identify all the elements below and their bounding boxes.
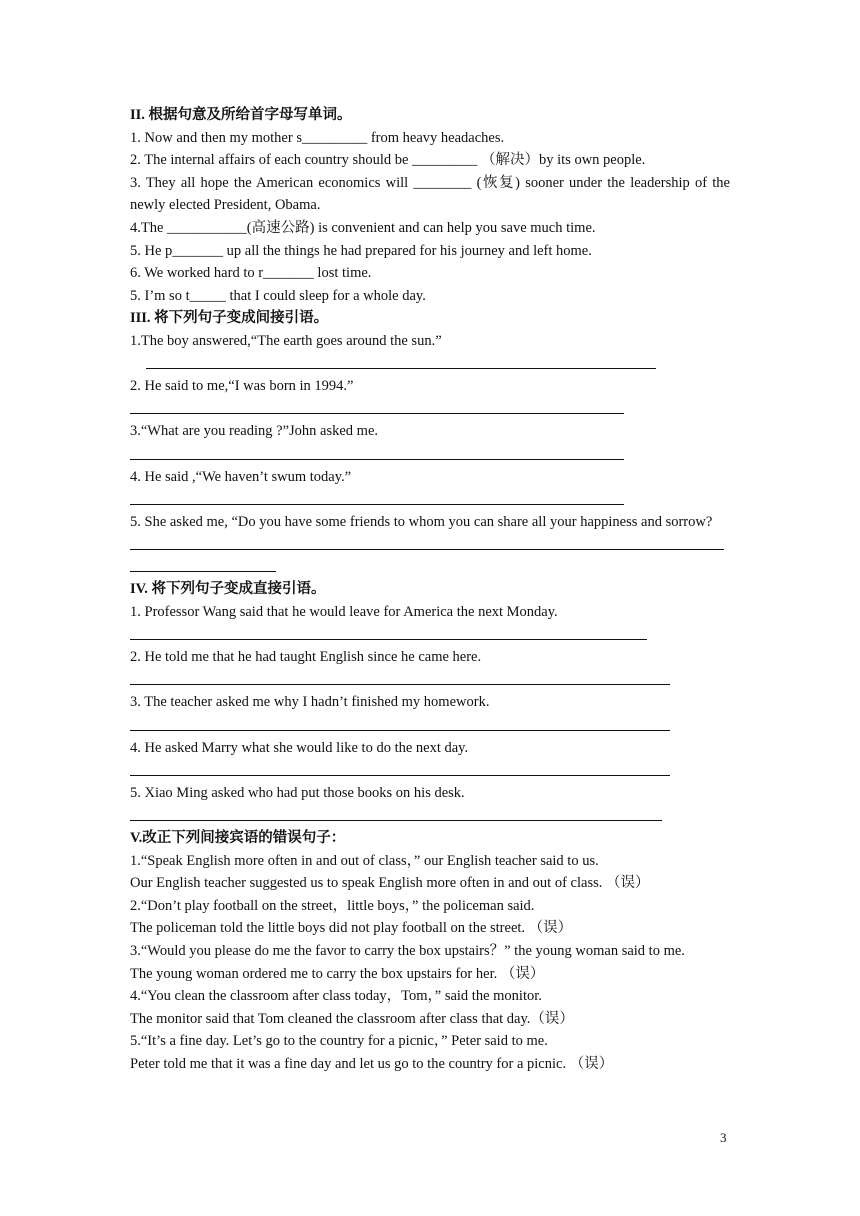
exercise-item: 5. She asked me, “Do you have some friends to whom you can share all your happiness and sorrow? [130, 513, 713, 530]
exercise-item: 1. Now and then my mother s_________ from heavy headaches. [130, 129, 505, 146]
section-heading-v: V.改正下列间接宾语的错误句子： [130, 830, 346, 846]
section-heading-iv: IV. 将下列句子变成直接引语。 [130, 581, 326, 598]
exercise-item: 1.The boy answered,“The earth goes around the sun.” [130, 332, 442, 349]
answer-line[interactable] [130, 443, 730, 466]
answer-line[interactable] [130, 714, 730, 737]
section-heading-ii: II. 根据句意及所给首字母写单词。 [130, 107, 352, 123]
exercise-item: 1.“Speak English more often in and out of class，” our English teacher said to us. [130, 852, 599, 869]
exercise-item: 6. We worked hard to r_______ lost time. [130, 265, 372, 282]
answer-line[interactable] [130, 488, 730, 511]
answer-line[interactable] [130, 759, 730, 782]
answer-line[interactable] [130, 804, 730, 827]
exercise-item: The young woman ordered me to carry the box upstairs for her. （误） [130, 965, 545, 982]
exercise-item: 2.“Don’t play football on the street，little boys，” the policeman said. [130, 897, 535, 914]
exercise-item: 5. He p_______ up all the things he had prepared for his journey and left home. [130, 242, 592, 259]
answer-line[interactable] [130, 556, 730, 579]
exercise-item: 4.The ___________(高速公路) is convenient and can help you save much time. [130, 219, 596, 236]
worksheet-page [130, 104, 730, 1076]
answer-line[interactable] [130, 398, 730, 421]
exercise-item: 3.“Would you please do me the favor to carry the box upstairs？” the young woman said to me. [130, 942, 685, 959]
exercise-item: 4.“You clean the classroom after class today，Tom，” said the monitor. [130, 988, 542, 1005]
exercise-item: 2. The internal affairs of each country should be _________ （解决）by its own people. [130, 152, 646, 169]
exercise-item: 4. He asked Marry what she would like to do the next day. [130, 739, 469, 756]
exercise-item: 5.“It’s a fine day. Let’s go to the country for a picnic，” Peter said to me. [130, 1033, 548, 1050]
exercise-item: Peter told me that it was a fine day and let us go to the country for a picnic. （误） [130, 1055, 614, 1072]
exercise-item: 5. I’m so t_____ that I could sleep for a whole day. [130, 287, 426, 304]
answer-line[interactable] [130, 624, 730, 647]
answer-line[interactable] [130, 533, 730, 556]
exercise-item: 3. They all hope the American economics will ________ (恢复) sooner under the leadership of the newly elected President, Obama. [130, 174, 730, 214]
page-number: 3 [720, 1130, 727, 1145]
exercise-item: 2. He told me that he had taught English since he came here. [130, 649, 482, 666]
exercise-item: 3.“What are you reading ?”John asked me. [130, 423, 379, 440]
answer-line[interactable] [130, 669, 730, 692]
answer-line[interactable] [130, 353, 730, 376]
exercise-item: 2. He said to me,“I was born in 1994.” [130, 378, 354, 395]
section-heading-iii: III. 将下列句子变成间接引语。 [130, 310, 329, 327]
exercise-item: 1. Professor Wang said that he would leave for America the next Monday. [130, 604, 558, 621]
exercise-item: Our English teacher suggested us to speak English more often in and out of class. （误） [130, 875, 650, 892]
exercise-item: 4. He said ,“We haven’t swum today.” [130, 468, 352, 485]
exercise-item: The policeman told the little boys did not play football on the street. （误） [130, 920, 573, 937]
exercise-item: The monitor said that Tom cleaned the classroom after class that day.（误） [130, 1010, 574, 1027]
exercise-item: 5. Xiao Ming asked who had put those books on his desk. [130, 784, 465, 801]
exercise-item: 3. The teacher asked me why I hadn’t finished my homework. [130, 694, 490, 711]
